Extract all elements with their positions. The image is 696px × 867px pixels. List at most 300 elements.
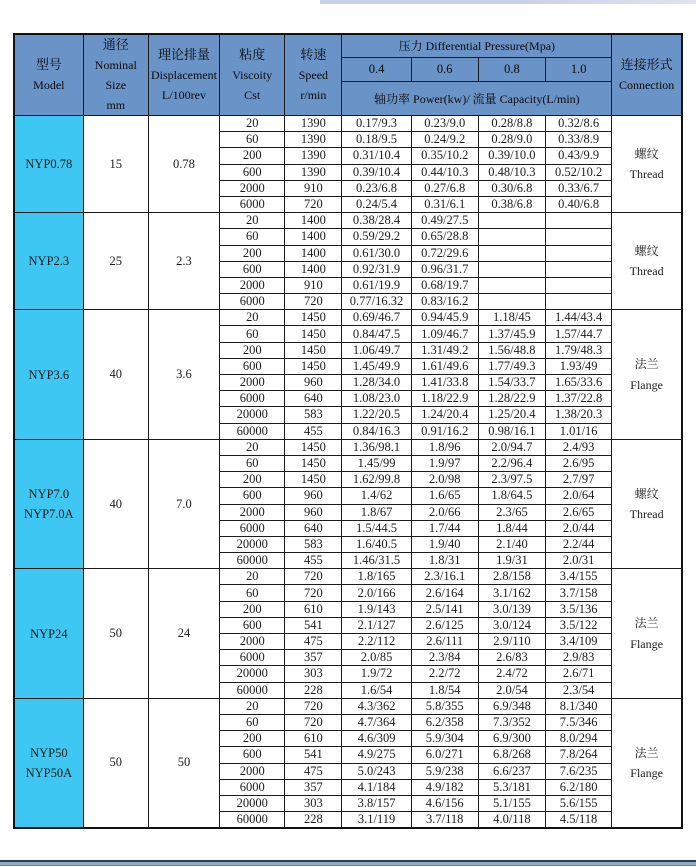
power-capacity-cell: 2.3/16.1	[411, 569, 478, 585]
power-capacity-cell: 0.17/9.3	[342, 116, 411, 132]
header-nominal-size-zh: 通径	[102, 37, 129, 52]
power-capacity-cell: 0.24/5.4	[342, 196, 411, 212]
power-capacity-cell: 4.3/362	[342, 698, 411, 714]
power-capacity-cell: 2.1/40	[478, 536, 545, 552]
power-capacity-cell: 0.32/8.6	[546, 116, 612, 132]
table-row	[14, 310, 682, 326]
power-capacity-cell: 1.61/49.6	[411, 358, 478, 374]
top-edge-strip	[320, 0, 696, 4]
power-capacity-cell: 5.1/155	[478, 795, 545, 811]
size-cell: 50	[83, 569, 148, 699]
table-row	[14, 698, 682, 714]
power-capacity-cell: 0.39/10.0	[478, 148, 545, 164]
header-nominal-size	[83, 34, 148, 116]
power-capacity-cell: 2.0/31	[546, 553, 612, 569]
spec-table-body	[14, 116, 682, 829]
power-capacity-cell: 6.9/348	[478, 698, 545, 714]
power-capacity-cell: 1.25/20.4	[478, 407, 545, 423]
header-pressure-0.8: 0.8	[478, 57, 545, 81]
header-power-capacity-note: 轴功率 Power(kw)/ 流量 Capacity(L/min)	[342, 82, 612, 116]
power-capacity-cell: 7.6/235	[546, 763, 612, 779]
power-capacity-cell: 1.46/31.5	[342, 553, 411, 569]
viscosity-cell: 600	[220, 488, 285, 504]
power-capacity-cell: 1.7/44	[411, 520, 478, 536]
power-capacity-cell: 1.54/33.7	[478, 375, 545, 391]
speed-cell: 1450	[285, 455, 342, 471]
speed-cell: 357	[285, 779, 342, 795]
speed-cell: 720	[285, 294, 342, 310]
speed-cell: 1450	[285, 439, 342, 455]
power-capacity-cell: 0.18/9.5	[342, 132, 411, 148]
power-capacity-cell: 0.72/29.6	[411, 245, 478, 261]
power-capacity-cell: 4.9/275	[342, 747, 411, 763]
power-capacity-cell: 3.5/136	[546, 601, 612, 617]
viscosity-cell: 60000	[220, 812, 285, 829]
power-capacity-cell: 1.9/72	[342, 666, 411, 682]
speed-cell: 1390	[285, 116, 342, 132]
speed-cell: 1400	[285, 229, 342, 245]
power-capacity-cell	[478, 277, 545, 293]
speed-cell: 1450	[285, 326, 342, 342]
power-capacity-cell: 4.9/182	[411, 779, 478, 795]
power-capacity-cell: 0.91/16.2	[411, 423, 478, 439]
power-capacity-cell: 6.6/237	[478, 763, 545, 779]
model-cell	[14, 569, 83, 699]
power-capacity-cell: 2.6/111	[411, 634, 478, 650]
power-capacity-cell: 0.28/8.8	[478, 116, 545, 132]
power-capacity-cell: 2.0/66	[411, 504, 478, 520]
power-capacity-cell: 0.43/9.9	[546, 148, 612, 164]
viscosity-cell: 60	[220, 585, 285, 601]
speed-cell: 541	[285, 617, 342, 633]
header-connection-en: Connection	[618, 78, 675, 92]
power-capacity-cell: 1.77/49.3	[478, 358, 545, 374]
model-line: NYP3.6	[28, 367, 70, 382]
power-capacity-cell: 0.61/19.9	[342, 277, 411, 293]
speed-cell: 1450	[285, 342, 342, 358]
power-capacity-cell: 0.31/10.4	[342, 148, 411, 164]
power-capacity-cell: 1.57/44.7	[546, 326, 612, 342]
power-capacity-cell: 5.6/155	[546, 795, 612, 811]
header-viscosity-en: Viscoity	[232, 68, 273, 82]
speed-cell: 228	[285, 812, 342, 829]
power-capacity-cell: 1.41/33.8	[411, 375, 478, 391]
power-capacity-cell: 6.8/268	[478, 747, 545, 763]
viscosity-cell: 6000	[220, 650, 285, 666]
power-capacity-cell: 1.4/62	[342, 488, 411, 504]
header-nominal-size-en: Nominal Size	[94, 58, 137, 92]
table-row	[14, 569, 682, 585]
speed-cell: 960	[285, 375, 342, 391]
connection-line: Flange	[630, 636, 663, 651]
header-speed-zh: 转速	[300, 47, 327, 62]
speed-cell: 1400	[285, 213, 342, 229]
viscosity-cell: 20	[220, 698, 285, 714]
power-capacity-cell: 0.84/16.3	[342, 423, 411, 439]
connection-line: 法兰	[634, 616, 659, 631]
speed-cell: 720	[285, 698, 342, 714]
header-connection	[612, 34, 682, 116]
viscosity-cell: 600	[220, 747, 285, 763]
power-capacity-cell: 1.9/143	[342, 601, 411, 617]
power-capacity-cell: 3.4/155	[546, 569, 612, 585]
power-capacity-cell: 0.65/28.8	[411, 229, 478, 245]
power-capacity-cell	[478, 229, 545, 245]
power-capacity-cell: 5.0/243	[342, 763, 411, 779]
speed-cell: 303	[285, 795, 342, 811]
power-capacity-cell: 0.33/6.7	[546, 180, 612, 196]
header-pressure-0.4: 0.4	[342, 57, 411, 81]
power-capacity-cell: 2.0/166	[342, 585, 411, 601]
speed-cell: 910	[285, 277, 342, 293]
bottom-edge-strip	[0, 860, 696, 866]
connection-line: 法兰	[634, 357, 659, 372]
power-capacity-cell: 1.24/20.4	[411, 407, 478, 423]
power-capacity-cell: 0.96/31.7	[411, 261, 478, 277]
viscosity-cell: 6000	[220, 294, 285, 310]
header-nominal-size-unit: mm	[106, 98, 126, 112]
viscosity-cell: 6000	[220, 520, 285, 536]
power-capacity-cell: 0.23/6.8	[342, 180, 411, 196]
power-capacity-cell: 6.0/271	[411, 747, 478, 763]
viscosity-cell: 20	[220, 213, 285, 229]
header-row-1	[14, 34, 682, 57]
power-capacity-cell: 2.7/97	[546, 472, 612, 488]
power-capacity-cell: 2.0/98	[411, 472, 478, 488]
size-cell: 40	[83, 310, 148, 440]
speed-cell: 1390	[285, 132, 342, 148]
viscosity-cell: 600	[220, 358, 285, 374]
connection-line: 法兰	[634, 745, 659, 760]
power-capacity-cell: 0.48/10.3	[478, 164, 545, 180]
header-model-en: Model	[33, 78, 65, 92]
power-capacity-cell: 0.44/10.3	[411, 164, 478, 180]
power-capacity-cell: 2.5/141	[411, 601, 478, 617]
power-capacity-cell: 2.8/158	[478, 569, 545, 585]
power-capacity-cell: 1.6/54	[342, 682, 411, 698]
model-line: NYP2.3	[28, 254, 70, 269]
displacement-cell: 3.6	[148, 310, 219, 440]
displacement-cell: 7.0	[148, 439, 219, 569]
power-capacity-cell: 0.24/9.2	[411, 132, 478, 148]
power-capacity-cell: 0.94/45.9	[411, 310, 478, 326]
power-capacity-cell: 7.8/264	[546, 747, 612, 763]
power-capacity-cell: 1.56/48.8	[478, 342, 545, 358]
model-line: NYP7.0	[28, 487, 70, 501]
displacement-cell: 24	[148, 569, 219, 699]
power-capacity-cell: 1.8/64.5	[478, 488, 545, 504]
speed-cell: 720	[285, 585, 342, 601]
power-capacity-cell: 0.52/10.2	[546, 164, 612, 180]
connection-line: 螺纹	[634, 146, 659, 161]
power-capacity-cell: 1.37/22.8	[546, 391, 612, 407]
power-capacity-cell	[546, 261, 612, 277]
speed-cell: 1400	[285, 261, 342, 277]
power-capacity-cell: 5.9/238	[411, 763, 478, 779]
viscosity-cell: 600	[220, 617, 285, 633]
viscosity-cell: 2000	[220, 277, 285, 293]
power-capacity-cell: 0.77/16.32	[342, 294, 411, 310]
header-viscosity-zh: 粘度	[239, 47, 266, 62]
power-capacity-cell: 1.22/20.5	[342, 407, 411, 423]
speed-cell: 1390	[285, 164, 342, 180]
power-capacity-cell: 2.9/110	[478, 634, 545, 650]
viscosity-cell: 2000	[220, 504, 285, 520]
spec-table-header	[14, 34, 682, 116]
power-capacity-cell: 4.6/156	[411, 795, 478, 811]
power-capacity-cell: 5.3/181	[478, 779, 545, 795]
power-capacity-cell	[546, 213, 612, 229]
speed-cell: 541	[285, 747, 342, 763]
power-capacity-cell: 1.9/40	[411, 536, 478, 552]
power-capacity-cell: 3.8/157	[342, 795, 411, 811]
power-capacity-cell: 2.0/85	[342, 650, 411, 666]
header-pressure-1.0: 1.0	[546, 57, 612, 81]
power-capacity-cell: 2.4/72	[478, 666, 545, 682]
power-capacity-cell: 2.2/72	[411, 666, 478, 682]
power-capacity-cell: 2.6/83	[478, 650, 545, 666]
speed-cell: 1450	[285, 310, 342, 326]
model-cell	[14, 213, 83, 310]
power-capacity-cell: 1.28/34.0	[342, 375, 411, 391]
viscosity-cell: 600	[220, 261, 285, 277]
power-capacity-cell	[478, 245, 545, 261]
power-capacity-cell: 1.45/99	[342, 455, 411, 471]
power-capacity-cell: 5.9/304	[411, 731, 478, 747]
table-row	[14, 116, 682, 132]
viscosity-cell: 60	[220, 714, 285, 730]
power-capacity-cell: 0.31/6.1	[411, 196, 478, 212]
viscosity-cell: 20000	[220, 536, 285, 552]
power-capacity-cell: 8.0/294	[546, 731, 612, 747]
pump-spec-table	[13, 33, 683, 829]
power-capacity-cell: 0.38/28.4	[342, 213, 411, 229]
header-pressure-0.6: 0.6	[411, 57, 478, 81]
power-capacity-cell: 2.3/65	[478, 504, 545, 520]
power-capacity-cell: 2.6/125	[411, 617, 478, 633]
viscosity-cell: 2000	[220, 634, 285, 650]
viscosity-cell: 60	[220, 132, 285, 148]
viscosity-cell: 200	[220, 342, 285, 358]
speed-cell: 228	[285, 682, 342, 698]
speed-cell: 1390	[285, 148, 342, 164]
header-connection-zh: 连接形式	[620, 57, 673, 72]
power-capacity-cell: 1.31/49.2	[411, 342, 478, 358]
power-capacity-cell: 3.7/118	[411, 812, 478, 829]
power-capacity-cell: 8.1/340	[546, 698, 612, 714]
power-capacity-cell: 1.18/45	[478, 310, 545, 326]
power-capacity-cell: 2.2/112	[342, 634, 411, 650]
power-capacity-cell: 2.0/64	[546, 488, 612, 504]
connection-cell	[612, 116, 682, 213]
power-capacity-cell: 0.84/47.5	[342, 326, 411, 342]
speed-cell: 610	[285, 731, 342, 747]
header-speed-unit: r/min	[300, 88, 327, 102]
power-capacity-cell: 6.9/300	[478, 731, 545, 747]
power-capacity-cell: 1.93/49	[546, 358, 612, 374]
power-capacity-cell: 5.8/355	[411, 698, 478, 714]
connection-line: Thread	[629, 264, 664, 279]
connection-cell	[612, 439, 682, 569]
viscosity-cell: 20000	[220, 795, 285, 811]
power-capacity-cell	[546, 294, 612, 310]
connection-line: Flange	[630, 377, 663, 392]
power-capacity-cell: 1.9/97	[411, 455, 478, 471]
speed-cell: 720	[285, 714, 342, 730]
viscosity-cell: 60	[220, 326, 285, 342]
power-capacity-cell: 3.1/119	[342, 812, 411, 829]
connection-cell	[612, 569, 682, 699]
power-capacity-cell: 1.09/46.7	[411, 326, 478, 342]
power-capacity-cell: 1.9/31	[478, 553, 545, 569]
power-capacity-cell: 2.6/65	[546, 504, 612, 520]
power-capacity-cell: 2.3/84	[411, 650, 478, 666]
speed-cell: 1450	[285, 472, 342, 488]
power-capacity-cell: 1.44/43.4	[546, 310, 612, 326]
model-line: NYP7.0A	[24, 507, 74, 521]
model-line: NYP0.78	[25, 157, 73, 172]
power-capacity-cell: 6.2/180	[546, 779, 612, 795]
speed-cell: 1400	[285, 245, 342, 261]
power-capacity-cell: 3.0/139	[478, 601, 545, 617]
table-row	[14, 213, 682, 229]
model-line: NYP50	[30, 745, 68, 760]
power-capacity-cell: 0.49/27.5	[411, 213, 478, 229]
power-capacity-cell: 1.01/16	[546, 423, 612, 439]
power-capacity-cell: 1.8/67	[342, 504, 411, 520]
power-capacity-cell: 0.83/16.2	[411, 294, 478, 310]
header-pressure-title: 压力 Differential Pressure(Mpa)	[342, 34, 612, 57]
power-capacity-cell: 1.8/96	[411, 439, 478, 455]
speed-cell: 357	[285, 650, 342, 666]
viscosity-cell: 600	[220, 164, 285, 180]
connection-line: Thread	[629, 507, 664, 521]
power-capacity-cell	[546, 277, 612, 293]
power-capacity-cell: 0.61/30.0	[342, 245, 411, 261]
power-capacity-cell	[478, 294, 545, 310]
power-capacity-cell: 2.6/71	[546, 666, 612, 682]
power-capacity-cell: 1.6/40.5	[342, 536, 411, 552]
power-capacity-cell: 1.18/22.9	[411, 391, 478, 407]
power-capacity-cell: 2.6/164	[411, 585, 478, 601]
size-cell: 40	[83, 439, 148, 569]
power-capacity-cell: 4.5/118	[546, 812, 612, 829]
viscosity-cell: 2000	[220, 180, 285, 196]
power-capacity-cell	[546, 245, 612, 261]
displacement-cell: 0.78	[148, 116, 219, 213]
power-capacity-cell: 3.5/122	[546, 617, 612, 633]
power-capacity-cell: 4.0/118	[478, 812, 545, 829]
speed-cell: 640	[285, 391, 342, 407]
viscosity-cell: 6000	[220, 779, 285, 795]
power-capacity-cell: 0.92/31.9	[342, 261, 411, 277]
model-cell	[14, 116, 83, 213]
power-capacity-cell: 1.06/49.7	[342, 342, 411, 358]
power-capacity-cell: 2.2/44	[546, 536, 612, 552]
power-capacity-cell: 3.7/158	[546, 585, 612, 601]
power-capacity-cell: 0.23/9.0	[411, 116, 478, 132]
connection-line: Thread	[629, 167, 664, 182]
power-capacity-cell: 2.0/44	[546, 520, 612, 536]
speed-cell: 475	[285, 763, 342, 779]
power-capacity-cell: 3.1/162	[478, 585, 545, 601]
size-cell: 50	[83, 698, 148, 828]
speed-cell: 1450	[285, 358, 342, 374]
power-capacity-cell: 7.5/346	[546, 714, 612, 730]
speed-cell: 640	[285, 520, 342, 536]
model-cell	[14, 310, 83, 440]
header-viscosity	[220, 34, 285, 116]
power-capacity-cell: 1.8/44	[478, 520, 545, 536]
viscosity-cell: 60	[220, 229, 285, 245]
connection-cell	[612, 310, 682, 440]
power-capacity-cell: 0.69/46.7	[342, 310, 411, 326]
power-capacity-cell: 4.6/309	[342, 731, 411, 747]
model-line: NYP50A	[25, 765, 73, 780]
viscosity-cell: 20	[220, 439, 285, 455]
power-capacity-cell: 1.5/44.5	[342, 520, 411, 536]
speed-cell: 960	[285, 488, 342, 504]
power-capacity-cell: 1.8/165	[342, 569, 411, 585]
viscosity-cell: 6000	[220, 196, 285, 212]
speed-cell: 455	[285, 553, 342, 569]
power-capacity-cell: 1.8/54	[411, 682, 478, 698]
power-capacity-cell	[478, 261, 545, 277]
viscosity-cell: 200	[220, 148, 285, 164]
viscosity-cell: 200	[220, 245, 285, 261]
power-capacity-cell: 1.45/49.9	[342, 358, 411, 374]
power-capacity-cell: 3.4/109	[546, 634, 612, 650]
connection-cell	[612, 698, 682, 828]
viscosity-cell: 20000	[220, 407, 285, 423]
header-model	[14, 34, 83, 116]
power-capacity-cell: 4.1/184	[342, 779, 411, 795]
power-capacity-cell: 0.28/9.0	[478, 132, 545, 148]
displacement-cell: 50	[148, 698, 219, 828]
viscosity-cell: 60000	[220, 553, 285, 569]
power-capacity-cell: 1.37/45.9	[478, 326, 545, 342]
power-capacity-cell: 1.79/48.3	[546, 342, 612, 358]
header-displacement-unit: L/100rev	[161, 88, 206, 102]
power-capacity-cell: 2.0/54	[478, 682, 545, 698]
power-capacity-cell: 1.28/22.9	[478, 391, 545, 407]
header-displacement	[148, 34, 219, 116]
power-capacity-cell: 1.62/99.8	[342, 472, 411, 488]
power-capacity-cell: 2.4/93	[546, 439, 612, 455]
viscosity-cell: 2000	[220, 763, 285, 779]
power-capacity-cell	[546, 229, 612, 245]
power-capacity-cell: 2.9/83	[546, 650, 612, 666]
viscosity-cell: 20	[220, 116, 285, 132]
speed-cell: 910	[285, 180, 342, 196]
viscosity-cell: 6000	[220, 391, 285, 407]
header-displacement-en: Displacement	[151, 68, 217, 82]
viscosity-cell: 60000	[220, 682, 285, 698]
power-capacity-cell: 2.3/97.5	[478, 472, 545, 488]
power-capacity-cell: 4.7/364	[342, 714, 411, 730]
connection-line: 螺纹	[634, 243, 659, 258]
power-capacity-cell: 0.40/6.8	[546, 196, 612, 212]
speed-cell: 720	[285, 196, 342, 212]
power-capacity-cell: 0.30/6.8	[478, 180, 545, 196]
table-row	[14, 439, 682, 455]
header-viscosity-unit: Cst	[244, 88, 261, 102]
header-model-zh: 型号	[35, 57, 62, 72]
power-capacity-cell: 1.6/65	[411, 488, 478, 504]
model-cell	[14, 439, 83, 569]
header-displacement-zh: 理论排量	[157, 47, 210, 62]
model-line: NYP24	[30, 626, 68, 641]
